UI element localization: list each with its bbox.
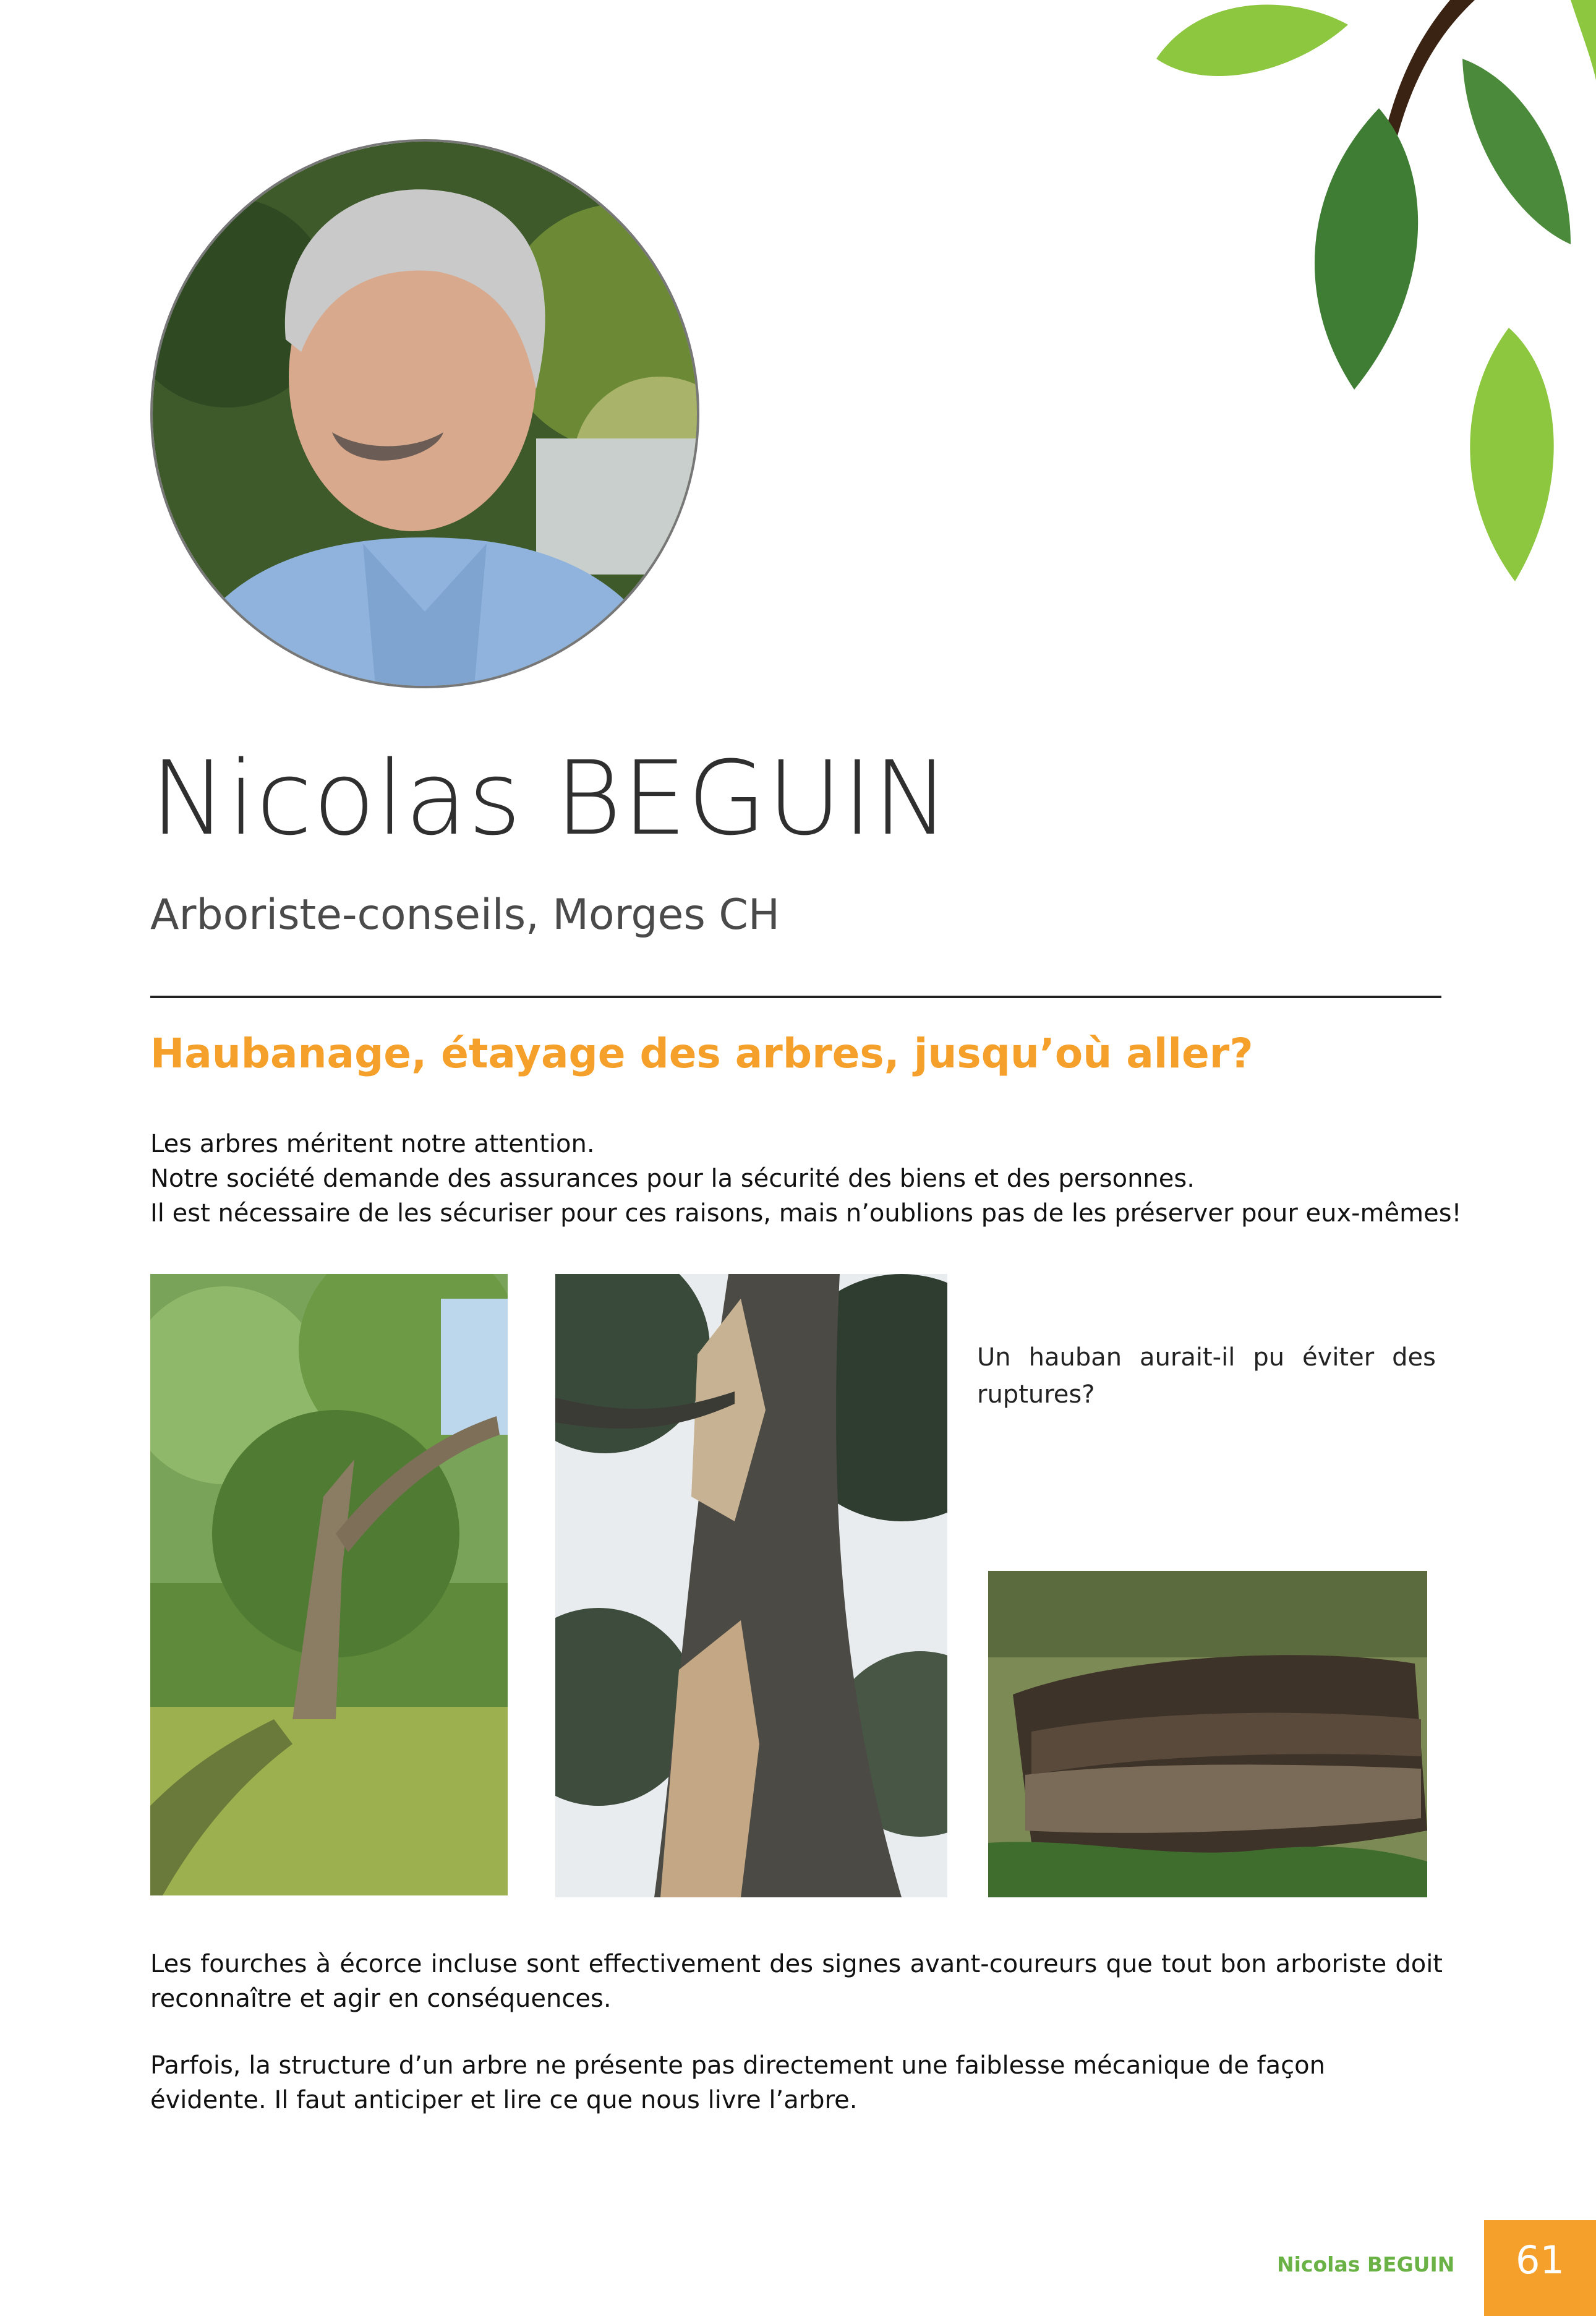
body-paragraph: Parfois, la structure d’un arbre ne présente pas directement une faiblesse mécanique de façon évidente. Il faut anticiper et lire ce que nous livre l’arbre. [150, 2051, 1325, 2114]
page-number: 61 [1516, 2237, 1564, 2283]
article-title: Haubanage, étayage des arbres, jusqu’où aller? [150, 1030, 1253, 1077]
intro-line: Les arbres méritent notre attention. [150, 1130, 595, 1158]
trunk-wound-photo [555, 1274, 947, 1897]
author-name: Nicolas BEGUIN [150, 739, 950, 858]
intro-text [150, 1127, 1461, 1231]
decorative-leaves [1138, 0, 1596, 594]
photo-caption: Un hauban aurait-il pu éviter des ruptures? [977, 1343, 1436, 1409]
tree-photo [150, 1274, 508, 1895]
author-role: Arboriste-conseils, Morges CH [150, 891, 780, 939]
footer-author: Nicolas BEGUIN [1277, 2252, 1455, 2276]
author-portrait [150, 139, 699, 688]
fallen-log-photo [988, 1571, 1427, 1897]
divider [150, 996, 1441, 998]
intro-line: Notre société demande des assurances pour la sécurité des biens et des personnes. [150, 1164, 1195, 1193]
intro-line: Il est nécessaire de les sécuriser pour ces raisons, mais n’oublions pas de les préserver pour eux-mêmes! [150, 1199, 1462, 1228]
body-paragraph: Les fourches à écorce incluse sont effectivement des signes avant-coureurs que tout bon arboriste doit reconnaître et agir en conséquences. [150, 1950, 1443, 2013]
